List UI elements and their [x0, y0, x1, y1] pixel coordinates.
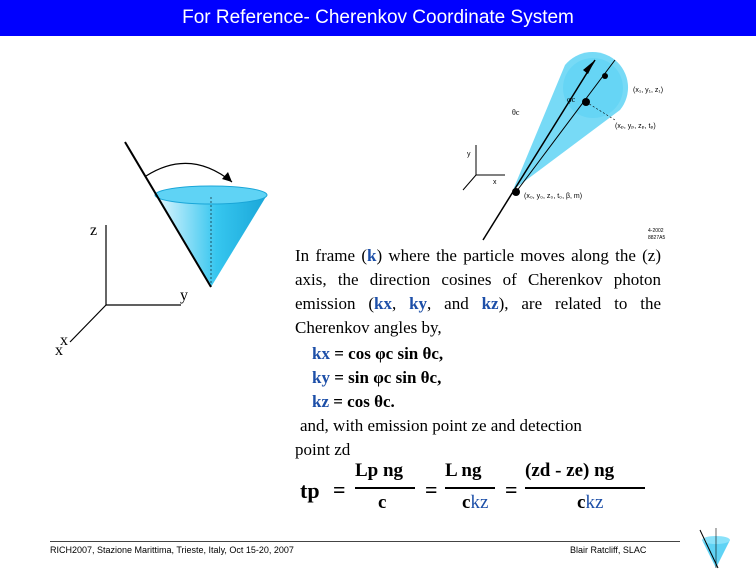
point-p-label: (xₚ, yₚ, zₚ, tₚ) [615, 123, 656, 130]
point-1-label: (x₁, y₁, z₁) [633, 87, 664, 94]
kz-equation: kz = cos θc. [312, 392, 395, 411]
formula-eq2: = [425, 477, 438, 502]
fraction-bar-1 [355, 487, 415, 489]
kx-equation: kx = cos φc sin θc, [312, 344, 444, 363]
formula-num3: (zd - ze) ng [525, 460, 615, 481]
corner-cone-logo [692, 520, 742, 572]
main-track [483, 60, 595, 240]
footer-right: Blair Ratcliff, SLAC [570, 545, 647, 555]
rotation-arrow [146, 163, 232, 182]
footer-left: RICH2007, Stazione Marittima, Trieste, Italy, Oct 15-20, 2007 [50, 545, 294, 555]
theta-label: θc [512, 108, 520, 117]
fraction-bar-2 [445, 487, 495, 489]
formula-num1: Lp ng [355, 460, 404, 481]
formula-tp: tp [300, 478, 320, 503]
ky-equation: ky = sin φc sin θc, [312, 368, 442, 387]
formula-den1: c [378, 492, 387, 513]
x-axis [70, 305, 106, 342]
y-axis-label: y [180, 287, 188, 304]
x-axis-label-2: x [55, 342, 63, 359]
x-axis-label: x [60, 332, 68, 349]
figure-tag-1: 4-2002 [648, 228, 664, 234]
y-axis-small-label: y [467, 151, 471, 158]
continuation-line-1: and, with emission point ze and detection [300, 416, 582, 435]
formula-eq3: = [505, 477, 518, 502]
formula-den3: ckz [577, 492, 604, 513]
continuation-line-2: point zd [295, 440, 351, 459]
figure-tag-2: 8827A5 [648, 235, 666, 241]
formula-den2: ckz [462, 492, 489, 513]
origin-label: (x₀, y₀, z₀, t₀, β, m) [524, 193, 583, 200]
cherenkov-cone-diagram [50, 130, 300, 370]
fraction-bar-3 [525, 487, 645, 489]
x-axis-small-label: x [493, 179, 497, 186]
description-paragraph: In frame (k) where the particle moves along the (z) axis, the direction cosines of Cherenkov photon emission (kx, ky, and kz), are related to the Cherenkov angles by, [295, 246, 661, 337]
formula-eq1: = [333, 477, 346, 502]
footer-rule [50, 541, 680, 542]
phi-label: φc [567, 95, 576, 104]
z-axis-label: z [90, 222, 98, 239]
formula-num2: L ng [445, 460, 482, 481]
coordinate-system-diagram [455, 50, 680, 245]
slide-title: For Reference- Cherenkov Coordinate System [0, 0, 756, 36]
